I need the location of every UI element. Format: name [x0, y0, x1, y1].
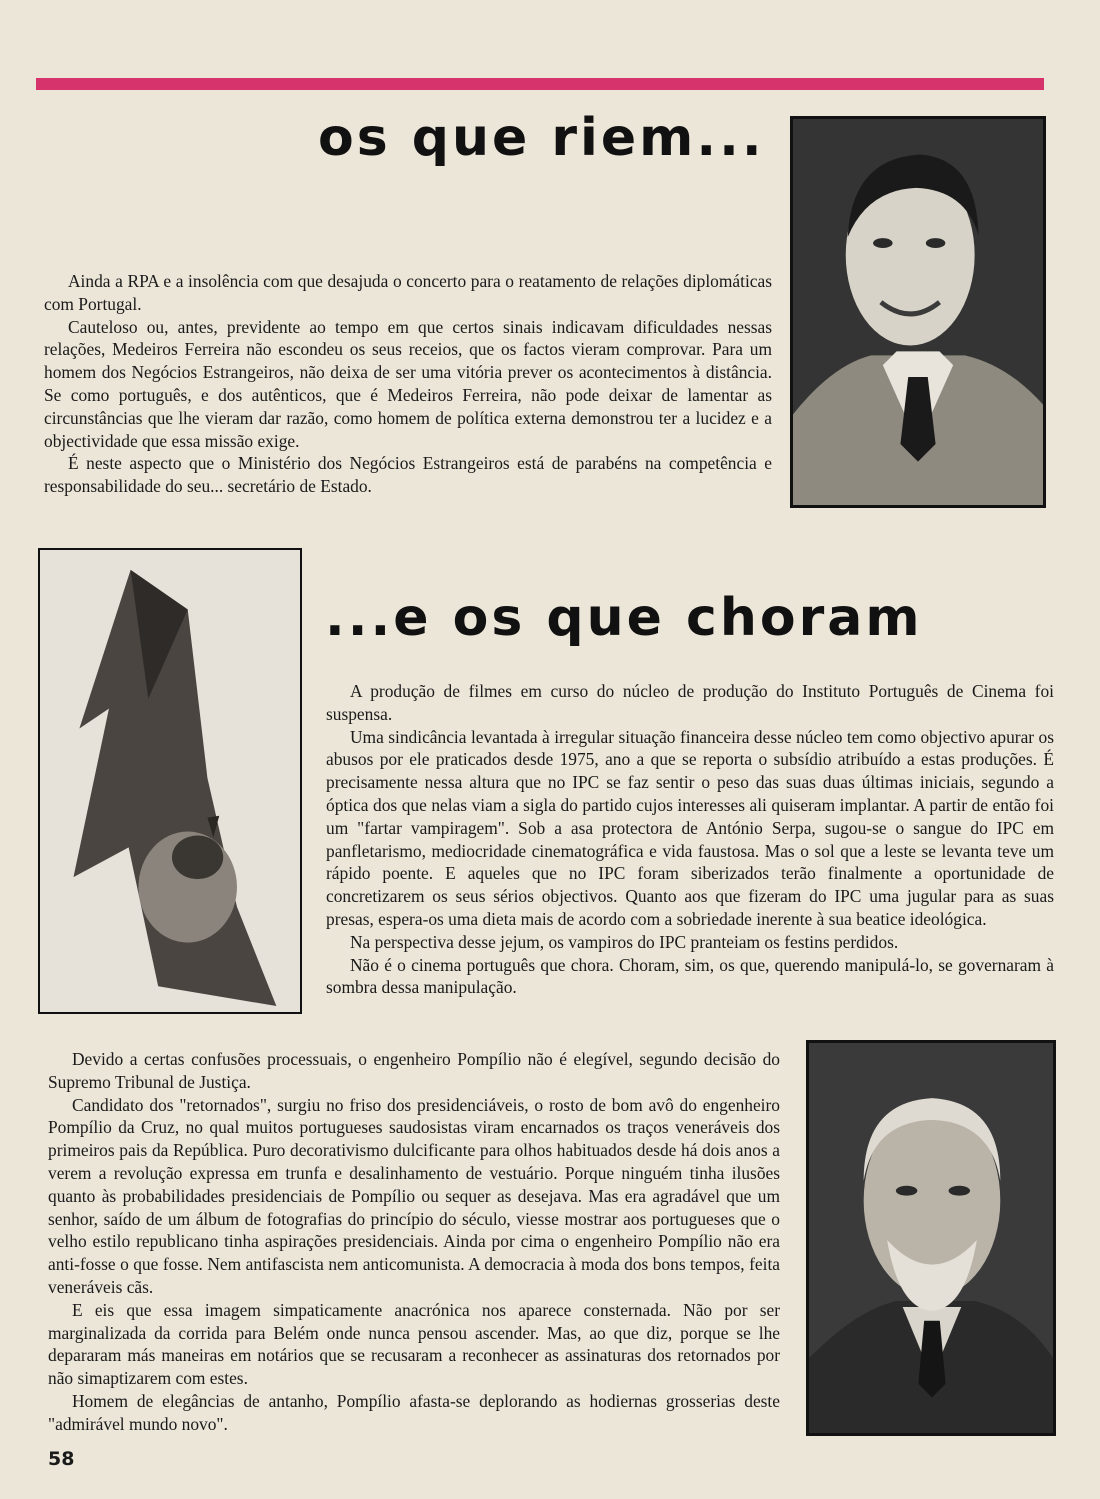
page-number: 58	[48, 1448, 75, 1470]
headline-e-os-que-choram: ...e os que choram	[325, 588, 923, 648]
bat-photo	[38, 548, 302, 1014]
article-ipc-cinema	[326, 680, 1054, 999]
paragraph: Devido a certas confusões processuais, o engenheiro Pompílio não é elegível, segundo decisão do Supremo Tribunal de Justiça.	[48, 1049, 780, 1092]
paragraph: Cauteloso ou, antes, previdente ao tempo em que certos sinais indicavam dificuldades nessas relações, Medeiros Ferreira não escondeu os seus receios, que os factos vieram comprovar. Para um homem dos Negócios Estrangeiros, não deixa de ser uma vitória prever os acontecimentos à distância. Se como português, e dos autênticos, que é Medeiros Ferreira, não pode deixar de lamentar as circunstâncias que lhe vieram dar razão, como homem de política externa demonstrou ter a lucidez e a objectividade que essa missão exige.	[44, 316, 772, 451]
paragraph: E eis que essa imagem simpaticamente anacrónica nos aparece consternada. Não por ser marginalizada da corrida para Belém onde nunca pensou ascender. Mas, ao que diz, porque se lhe depararam más maneiras em notários que se recusaram a reconhecer as assinaturas dos retornados por não simaptizarem com estes.	[48, 1299, 780, 1389]
paragraph: Não é o cinema português que chora. Choram, sim, os que, querendo manipulá-lo, se governaram à sombra dessa manipulação.	[326, 954, 1054, 998]
paragraph: Na perspectiva desse jejum, os vampiros do IPC pranteiam os festins perdidos.	[350, 931, 899, 952]
paragraph: É neste aspecto que o Ministério dos Negócios Estrangeiros está de parabéns na competência e responsabilidade do seu... secretário de Estado.	[44, 453, 772, 497]
headline-os-que-riem: os que riem...	[318, 108, 765, 168]
paragraph: Uma sindicância levantada à irregular situação financeira desse núcleo tem como objectivo apurar os abusos por ele praticados desde 1975, ano a que se reporta o subsídio atribuído a estas produções. É precisamente nessa altura que no IPC se faz sentir o peso das suas duas últimas iniciais, segundo a óptica dos que nelas viam a sigla do partido cujos interesses ali quiseram implantar. A partir de então foi um "fartar vampiragem". Sob a asa protectora de António Serpa, sugou-se o sangue do IPC em panfletarismo, mediocridade cinematográfica e vida faustosa. Mas o sol que a leste se levanta teve um rápido poente. E aqueles que no IPC foram siberizados terão finalmente a oportunidade de concretizarem os seus sérios objectivos. Quanto aos que fizeram do IPC uma jugular para as suas presas, espera-os uma dieta mais de acordo com a sobriedade inerente à sua beatice ideológica.	[326, 726, 1054, 929]
portrait-photo-elderly-man	[806, 1040, 1056, 1436]
paragraph: Homem de elegâncias de antanho, Pompílio afasta-se deplorando as hodiernas grosserias deste "admirável mundo novo".	[48, 1390, 780, 1434]
magenta-header-rule	[36, 78, 1044, 90]
article-pompilio-da-cruz	[48, 1048, 780, 1436]
article-rpa-medeiros-ferreira	[44, 270, 772, 498]
paragraph: A produção de filmes em curso do núcleo de produção do Instituto Português de Cinema foi suspensa.	[326, 681, 1054, 724]
portrait-photo-smiling-man	[790, 116, 1046, 508]
paragraph: Ainda a RPA e a insolência com que desajuda o concerto para o reatamento de relações diplomáticas com Portugal.	[44, 271, 772, 314]
paragraph: Candidato dos "retornados", surgiu no friso dos presidenciáveis, o rosto de bom avô do engenheiro Pompílio da Cruz, no qual muitos portugueses saudosistas viram encarnados os traços veneráveis dos primeiros pais da República. Puro decorativismo dulcificante para olhos habituados desde há dois anos a verem a revolução expressa em trunfa e desalinhamento de vestuário. Porque ninguém tinha ilusões quanto às probabilidades presidenciais de Pompílio ou sequer as desejava. Mas era agradável que um senhor, saído de um álbum de fotografias do princípio do século, viesse mostrar aos portugueses que o velho estilo republicano tinha aspirações presidenciais. Ainda por cima o engenheiro Pompílio não era anti-fosse o que fosse. Nem antifascista nem anticomunista. A democracia à moda dos bons tempos, feita veneráveis cãs.	[48, 1094, 780, 1297]
